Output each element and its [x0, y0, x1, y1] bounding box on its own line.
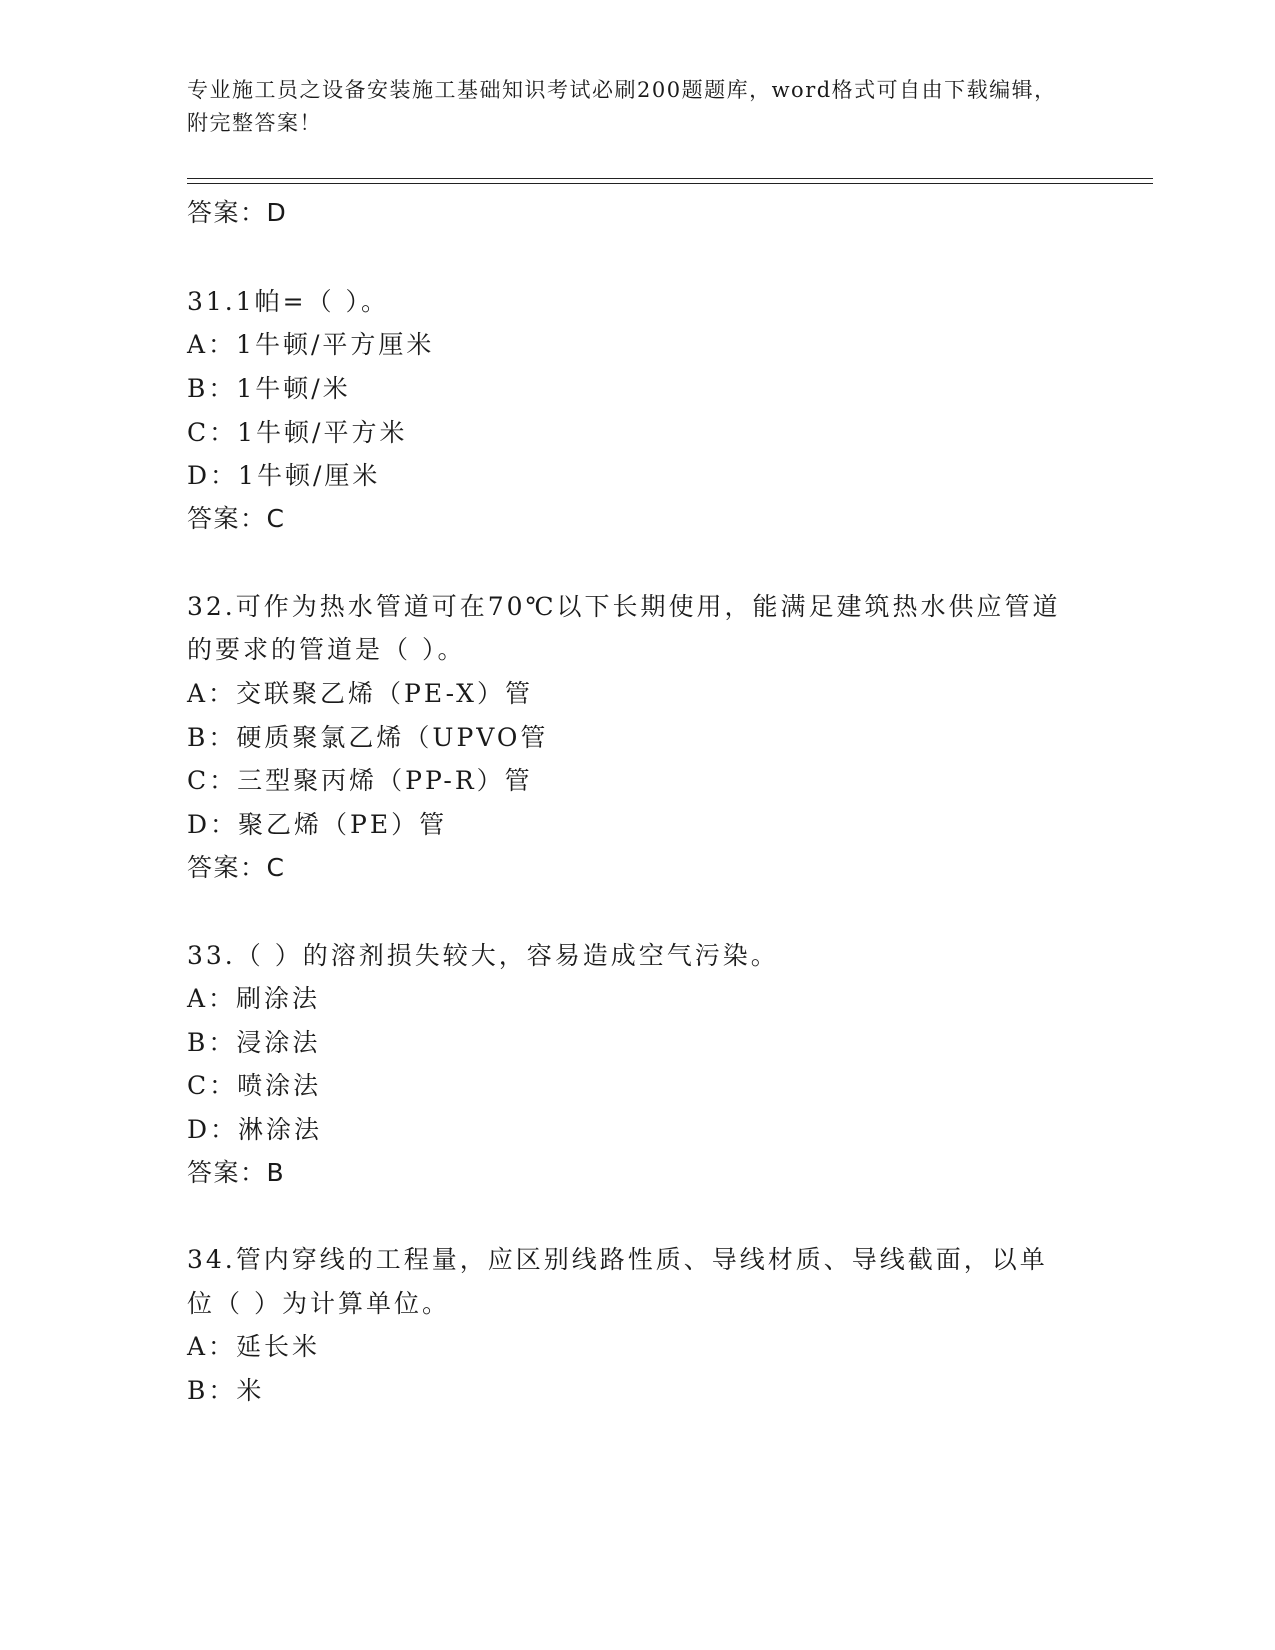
question-34-option-a: A：延长米 — [187, 1332, 321, 1361]
question-33-answer: 答案：B — [187, 1158, 286, 1187]
question-33-option-a: A：刷涂法 — [187, 984, 321, 1013]
document-header: 专业施工员之设备安装施工基础知识考试必刷200题题库，word格式可自由下载编辑，附完整答案！ — [187, 78, 1057, 135]
question-34-stem-line-2: 位（ ）为计算单位。 — [187, 1289, 450, 1318]
question-31-option-c: C：1牛顿/平方米 — [187, 418, 408, 447]
question-33-option-b: B：浸涂法 — [187, 1028, 321, 1057]
header-divider-top — [187, 178, 1153, 179]
answer-prev: 答案：D — [187, 198, 288, 227]
question-31-option-b: B：1牛顿/米 — [187, 374, 351, 403]
question-32-answer: 答案：C — [187, 853, 286, 882]
question-34-option-b: B：米 — [187, 1376, 265, 1405]
question-32-stem-line-2: 的要求的管道是（ ）。 — [187, 635, 466, 664]
question-32-option-c: C：三型聚丙烯（PP-R）管 — [187, 766, 533, 795]
question-32-option-a: A：交联聚乙烯（PE-X）管 — [187, 679, 533, 708]
question-31-stem: 31.1帕=（ ）。 — [187, 287, 390, 316]
header-divider-bottom — [187, 183, 1153, 184]
question-33-stem: 33.（ ）的溶剂损失较大，容易造成空气污染。 — [187, 941, 779, 970]
question-33-option-c: C：喷涂法 — [187, 1071, 322, 1100]
question-32-option-d: D：聚乙烯（PE）管 — [187, 810, 448, 839]
question-32-option-b: B：硬质聚氯乙烯（UPVO管 — [187, 723, 549, 752]
question-32-stem-line-1: 32.可作为热水管道可在70℃以下长期使用，能满足建筑热水供应管道 — [187, 592, 1061, 621]
question-34-stem-line-1: 34.管内穿线的工程量，应区别线路性质、导线材质、导线截面，以单 — [187, 1245, 1048, 1274]
question-31-option-a: A：1牛顿/平方厘米 — [187, 330, 435, 359]
question-33-option-d: D：淋涂法 — [187, 1115, 323, 1144]
question-31-option-d: D：1牛顿/厘米 — [187, 461, 381, 490]
question-31-answer: 答案：C — [187, 504, 286, 533]
